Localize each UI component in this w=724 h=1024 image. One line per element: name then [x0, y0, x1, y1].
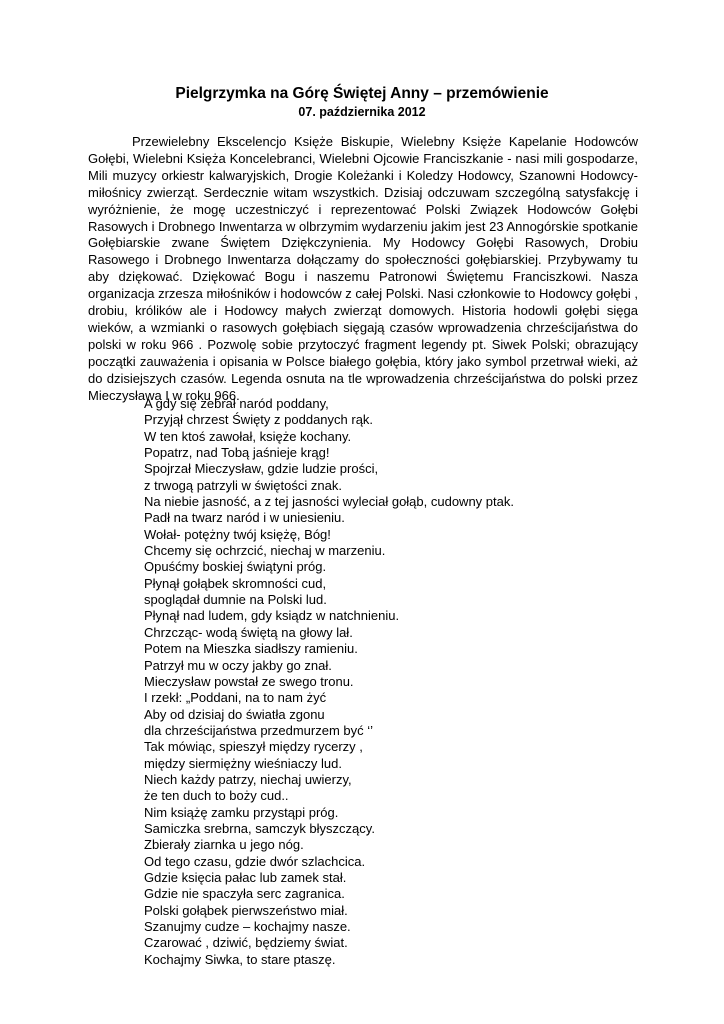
poem-line: spoglądał dumnie na Polski lud. — [144, 592, 327, 608]
poem-line: Przyjął chrzest Święty z poddanych rąk. — [144, 412, 374, 428]
document-title: Pielgrzymka na Górę Świętej Anny – przemówienie — [175, 85, 549, 102]
poem-line: Na niebie jasność, a z tej jasności wyleciał gołąb, cudowny ptak. — [144, 494, 514, 510]
poem-line: Samiczka srebrna, samczyk błyszczący. — [144, 820, 375, 836]
poem-line: Mieczysław powstał ze swego tronu. — [144, 673, 354, 689]
poem-line: Chrzcząc- wodą świętą na głowy lał. — [144, 624, 353, 640]
poem-line: Popatrz, nad Tobą jaśnieje krąg! — [144, 445, 330, 461]
poem-line: Zbierały ziarnka u jego nóg. — [144, 837, 304, 853]
poem-line: między siermiężny wieśniaczy lud. — [144, 755, 342, 771]
poem-line: Wołał- potężny twój księżę, Bóg! — [144, 526, 331, 542]
poem-line: W ten ktoś zawołał, księże kochany. — [144, 428, 352, 444]
document-date: 07. października 2012 — [298, 105, 426, 119]
poem-line: dla chrześcijaństwa przedmurzem być ‘’ — [144, 722, 374, 738]
poem-line: Polski gołąbek pierwszeństwo miał. — [144, 902, 348, 918]
poem-line: Tak mówiąc, spieszył między rycerzy , — [144, 739, 363, 755]
poem-line: Płynął gołąbek skromności cud, — [144, 575, 327, 591]
intro-paragraph: Przewielebny Ekscelencjo Księże Biskupie, Wielebny Księże Kapelanie Hodowców Gołębi, Wielebni Księża Koncelebranci, Wielebni Ojcowie Franciszkanie - nasi mili gospodarze, Mili muzycy orkiestr kalwaryjskich, Drogie Koleżanki i Koledzy Hodowcy, Szanowni Hodowcy-miłośnicy zwierząt. Serdecznie witam wszystkich. Dzisiaj odczuwam szczególną satysfakcję i wyróżnienie, że mogę uczestniczyć i reprezentować Polski Związek Hodowców Gołębi Rasowych i Drobnego Inwentarza w olbrzymim wydarzeniu jakim jest 23 Annogórskie spotkanie Gołębiarskie zwane Świętem Dziękczynienia. My Hodowcy Gołębi Rasowych, Drobiu Rasowego i Drobnego Inwentarza dołączamy do społeczności gołębiarskiej. Przybywamy tu aby dziękować. Dziękować Bogu i naszemu Patronowi Świętemu Franciszkowi. Nasza organizacja zrzesza miłośników i hodowców z całej Polski. Nasi członkowie to Hodowcy gołębi , drobiu, królików ale i Hodowcy małych zwierząt domowych. Historia hodowli gołębi sięga wieków, a wzmianki o rasowych gołębiach sięgają czasów wprowadzenia chrześcijaństwa do polski w roku 966 . Pozwolę sobie przytoczyć fragment legendy pt. Siwek Polski; obrazujący początki zauważenia i opisania w Polsce białego gołębia, który jako symbol przetrwał wieki, aż do dzisiejszych czasów. Legenda osnuta na tle wprowadzenia chrześcijaństwa do polski przez Mieczysława I w roku 966. — [88, 134, 638, 403]
poem — [144, 396, 514, 968]
poem-line: z trwogą patrzyli w świętości znak. — [144, 477, 342, 493]
poem-line: Gdzie księcia pałac lub zamek stał. — [144, 869, 347, 885]
poem-line: Opuśćmy boskiej świątyni próg. — [144, 559, 327, 575]
poem-line: Czarować , dziwić, będziemy świat. — [144, 935, 348, 951]
poem-line: Spojrzał Mieczysław, gdzie ludzie prości, — [144, 461, 379, 477]
poem-line: Od tego czasu, gdzie dwór szlachcica. — [144, 853, 366, 869]
poem-line: Patrzył mu w oczy jakby go znał. — [144, 657, 332, 673]
poem-line: Nim książę zamku przystąpi próg. — [144, 804, 339, 820]
poem-line: Kochajmy Siwka, to stare ptaszę. — [144, 951, 336, 967]
poem-line: A gdy się zebrał naród poddany, — [144, 396, 329, 411]
poem-line: Szanujmy cudze – kochajmy nasze. — [144, 919, 351, 934]
poem-line: Niech każdy patrzy, niechaj uwierzy, — [144, 771, 352, 787]
poem-line: Gdzie nie spaczyła serc zagranica. — [144, 886, 345, 902]
poem-line: Płynął nad ludem, gdy ksiądz w natchnieniu. — [144, 608, 400, 624]
poem-line: Potem na Mieszka siadłszy ramieniu. — [144, 641, 358, 657]
poem-line: Aby od dzisiaj do światła zgonu — [144, 706, 325, 722]
poem-line: Padł na twarz naród i w uniesieniu. — [144, 510, 345, 526]
poem-line: I rzekł: „Poddani, na to nam żyć — [144, 690, 327, 706]
poem-line: że ten duch to boży cud.. — [144, 788, 289, 804]
poem-line: Chcemy się ochrzcić, niechaj w marzeniu. — [144, 543, 386, 559]
